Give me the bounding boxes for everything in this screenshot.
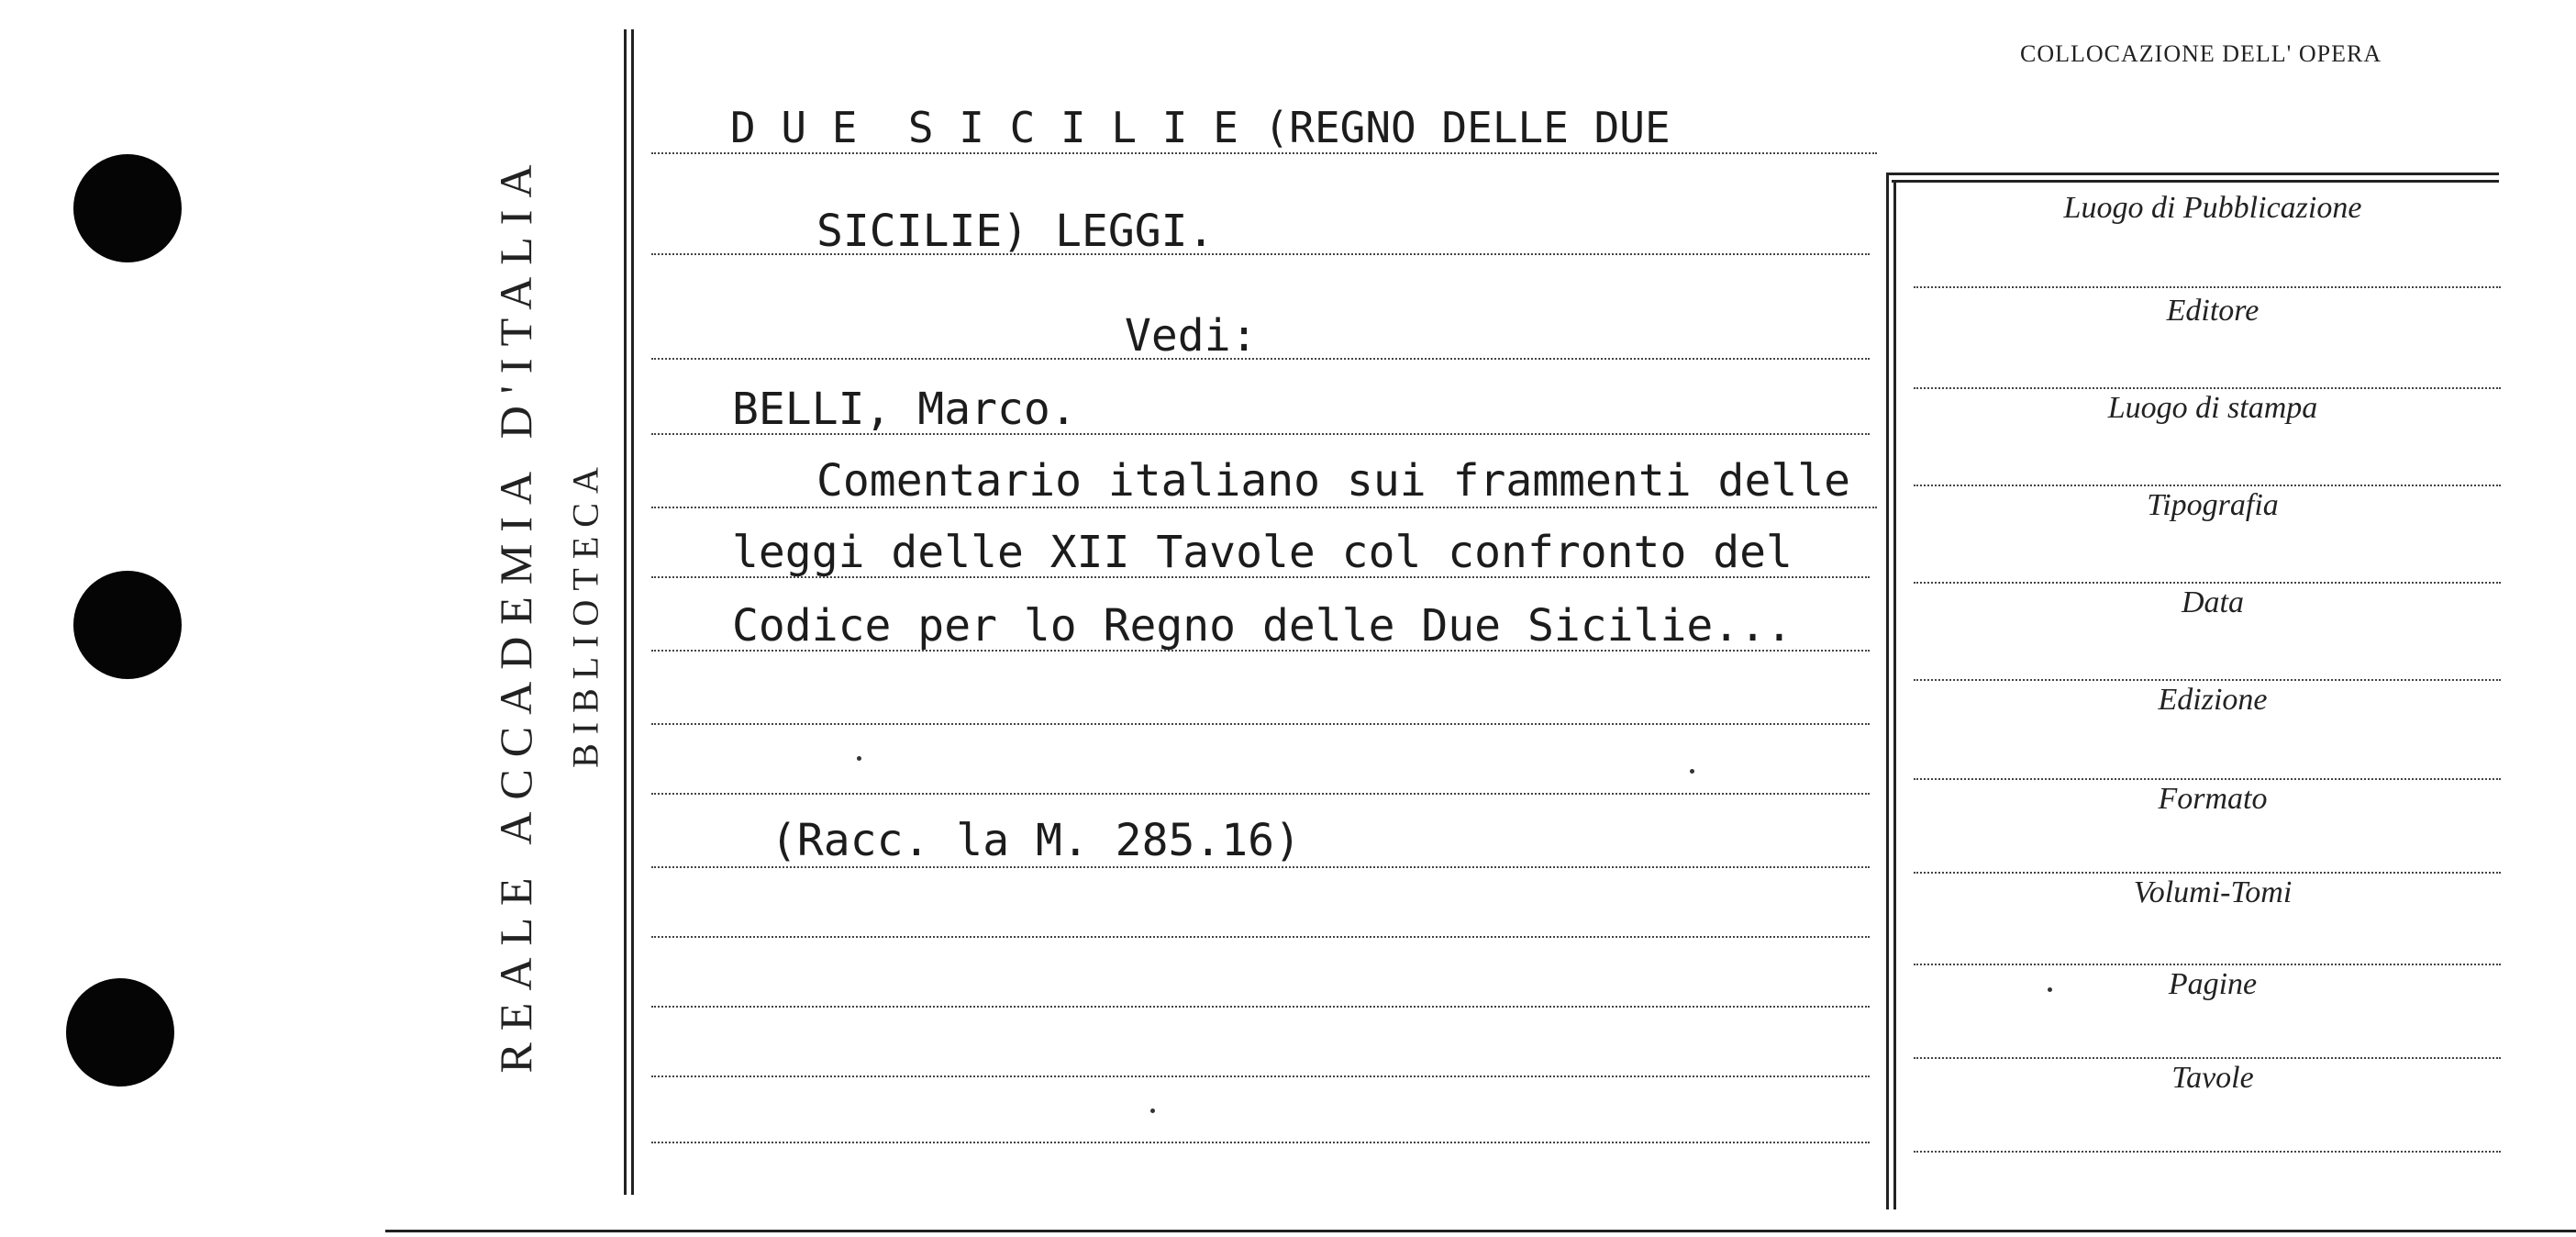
ruling-line [651,793,1870,795]
title-line-2: leggi delle XII Tavole col confronto del [732,527,1793,578]
field-ruling-line [1914,679,2501,681]
right-box-top-rule-1 [1886,173,2499,175]
field-ruling-line [1914,778,2501,780]
collocation-header: COLLOCAZIONE DELL' OPERA [2020,40,2382,67]
field-ruling-line [1914,964,2501,965]
field-formato: Formato [2158,782,2268,816]
field-pagine: Pagine [2168,967,2258,1001]
field-ruling-line [1914,286,2501,288]
field-ruling-line [1914,387,2501,389]
field-edizione: Edizione [2158,683,2268,717]
field-ruling-line [1914,1151,2501,1153]
scan-speck [1690,769,1694,774]
scan-speck [1150,1109,1155,1113]
field-tavole: Tavole [2171,1061,2254,1095]
left-double-rule-1 [624,29,627,1195]
card-bottom-edge [385,1230,2576,1232]
title-line-1: Comentario italiano sui frammenti delle [816,455,1851,507]
field-data: Data [2182,585,2244,619]
entry-heading-line-1: D U E S I C I L I E (REGNO DELLE DUE [730,103,1671,152]
field-ruling-line [1914,1057,2501,1059]
ruling-line [651,1075,1870,1077]
field-luogo-di-stampa: Luogo di stampa [2107,391,2318,425]
field-tipografia: Tipografia [2147,488,2279,522]
department-name: BIBLIOTECA [564,458,606,768]
title-line-3: Codice per lo Regno delle Due Sicilie... [732,600,1793,652]
field-ruling-line [1914,872,2501,874]
field-ruling-line [1914,485,2501,486]
author-name: BELLI, Marco. [732,384,1077,435]
right-box-rule-1 [1886,173,1889,1209]
scan-speck [857,756,861,761]
left-double-rule-2 [631,29,634,1195]
shelf-mark: (Racc. la M. 285.16) [771,815,1301,866]
ruling-line [651,507,1877,508]
field-luogo-di-pubblicazione: Luogo di Pubblicazione [2063,191,2362,225]
ruling-line [651,723,1870,725]
ruling-line [651,936,1870,938]
institution-name: REALE ACCADEMIA D'ITALIA [490,152,541,1074]
ruling-line [651,1006,1870,1008]
right-box-rule-2 [1893,180,1896,1209]
see-reference: Vedi: [1125,310,1258,362]
ruling-line [651,1142,1870,1143]
ruling-line [651,866,1870,868]
ruling-line [651,152,1877,154]
field-volumi-tomi: Volumi-Tomi [2133,875,2293,909]
ruling-line [651,358,1870,360]
punch-hole-middle [73,571,182,679]
right-box-top-rule-2 [1892,180,2499,183]
scan-speck [2048,987,2052,992]
field-editore: Editore [2166,294,2260,328]
punch-hole-top [73,154,182,262]
punch-hole-bottom [66,978,174,1087]
entry-heading-line-2: SICILIE) LEGGI. [816,206,1215,257]
field-ruling-line [1914,582,2501,584]
